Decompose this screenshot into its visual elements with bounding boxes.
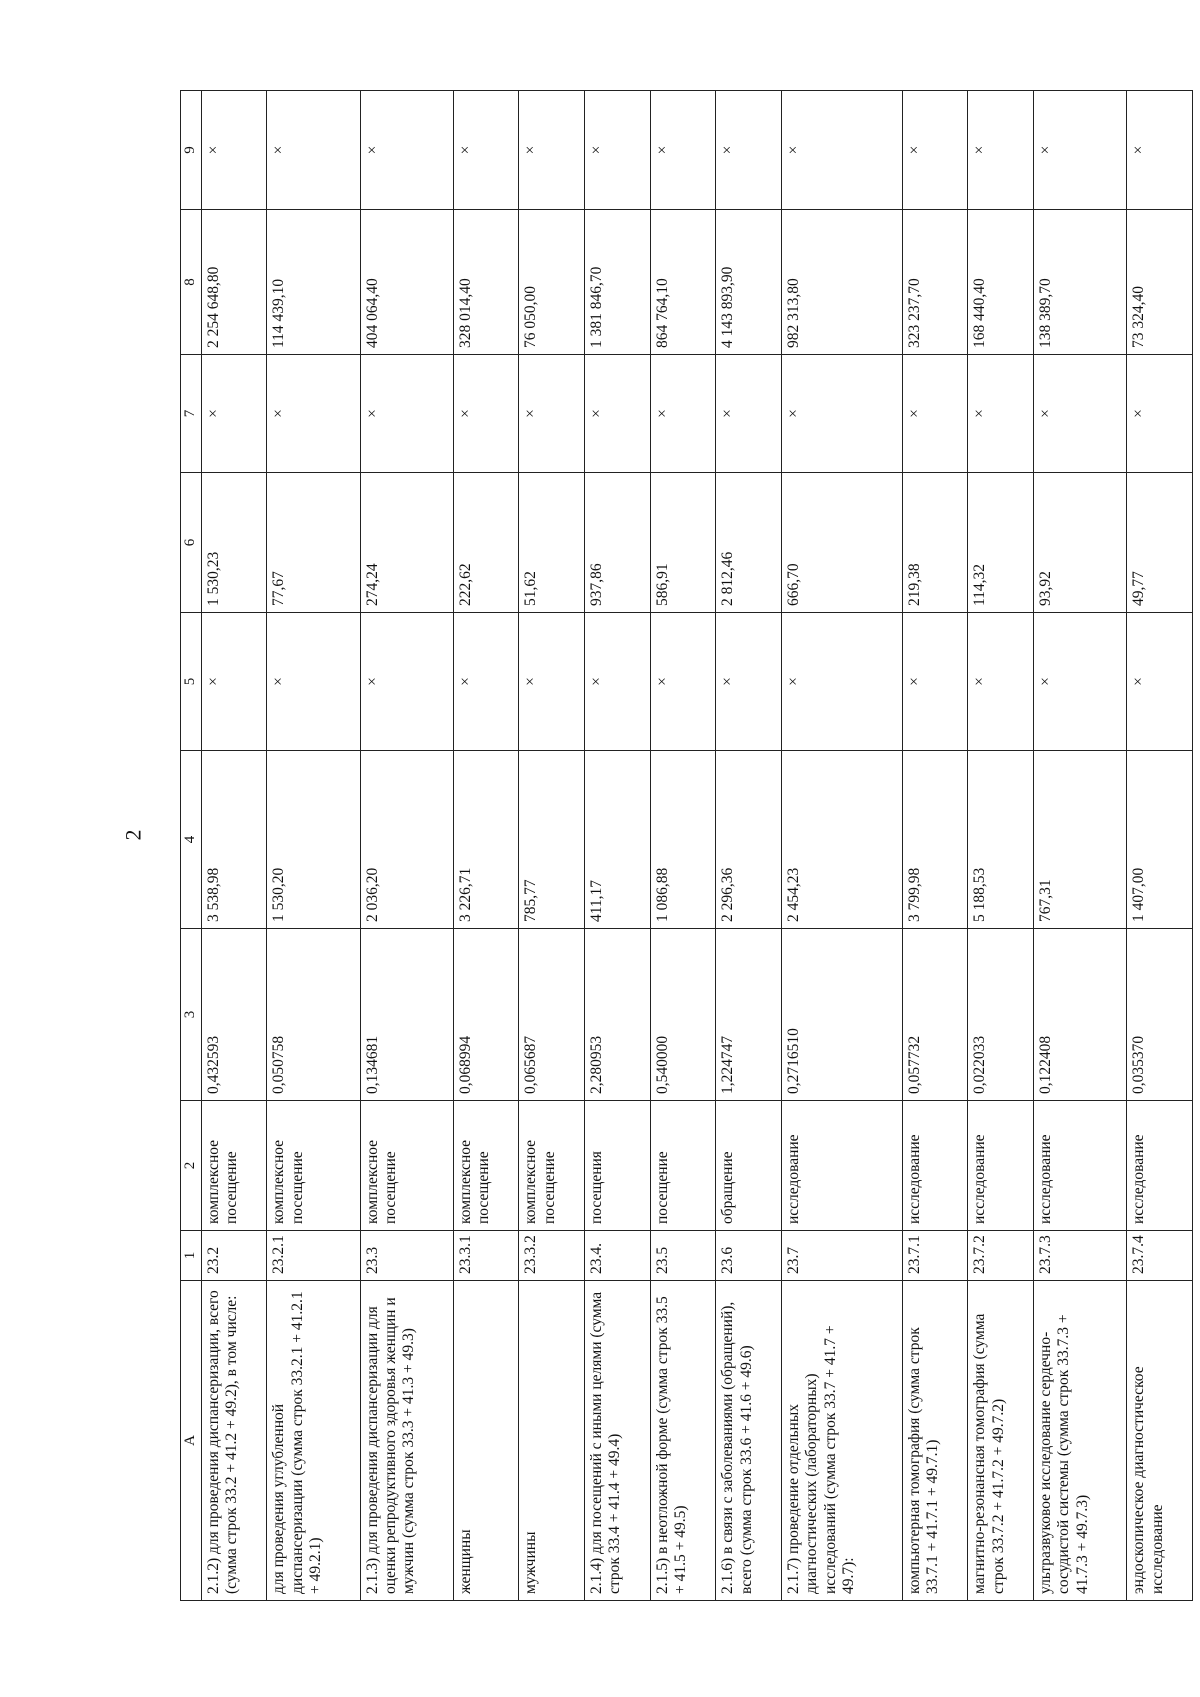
empty-mark-cell: × <box>585 613 651 751</box>
value-cell: 785,77 <box>519 751 585 929</box>
table-row <box>902 91 968 1601</box>
row-code-cell: 23.2 <box>201 1231 267 1281</box>
column-header: 6 <box>181 473 202 613</box>
rotated-table-container <box>180 91 1193 1601</box>
empty-mark-cell: × <box>782 613 903 751</box>
row-name-cell: 2.1.4) для посещений с иными целями (сумма строк 33.4 + 41.4 + 49.4) <box>585 1281 651 1601</box>
value-cell: 2 454,23 <box>782 751 903 929</box>
empty-mark-cell: × <box>585 355 651 473</box>
value-cell: 2 036,20 <box>360 751 453 929</box>
empty-mark-cell: × <box>360 355 453 473</box>
empty-mark-cell: × <box>267 355 360 473</box>
empty-mark-cell: × <box>650 613 716 751</box>
value-cell: 0,065687 <box>519 929 585 1101</box>
unit-cell: исследование <box>968 1101 1034 1231</box>
row-name-cell: женщины <box>453 1281 519 1601</box>
value-cell: 0,540000 <box>650 929 716 1101</box>
empty-mark-cell: × <box>360 91 453 210</box>
row-name-cell: ультразвуковое исследование сердечно-сосудистой системы (сумма строк 33.7.3 + 41.7.3 + 49.7.3) <box>1034 1281 1127 1601</box>
value-cell: 114,32 <box>968 473 1034 613</box>
empty-mark-cell: × <box>519 355 585 473</box>
value-cell: 0,068994 <box>453 929 519 1101</box>
empty-mark-cell: × <box>782 91 903 210</box>
empty-mark-cell: × <box>1034 91 1127 210</box>
row-name-cell: для проведения углубленной диспансеризации (сумма строк 33.2.1 + 41.2.1 + 49.2.1) <box>267 1281 360 1601</box>
empty-mark-cell: × <box>453 91 519 210</box>
value-cell: 0,035370 <box>1127 929 1193 1101</box>
value-cell: 0,2716510 <box>782 929 903 1101</box>
value-cell: 168 440,40 <box>968 210 1034 355</box>
row-name-cell: 2.1.6) в связи с заболеваниями (обращений), всего (сумма строк 33.6 + 41.6 + 49.6) <box>716 1281 782 1601</box>
unit-cell: исследование <box>782 1101 903 1231</box>
empty-mark-cell: × <box>650 91 716 210</box>
value-cell: 274,24 <box>360 473 453 613</box>
value-cell: 767,31 <box>1034 751 1127 929</box>
column-header: 4 <box>181 751 202 929</box>
value-cell: 1 530,20 <box>267 751 360 929</box>
value-cell: 49,77 <box>1127 473 1193 613</box>
table-row <box>519 91 585 1601</box>
empty-mark-cell: × <box>453 613 519 751</box>
row-code-cell: 23.3.1 <box>453 1231 519 1281</box>
column-header: 1 <box>181 1231 202 1281</box>
empty-mark-cell: × <box>902 355 968 473</box>
empty-mark-cell: × <box>716 91 782 210</box>
row-code-cell: 23.3 <box>360 1231 453 1281</box>
row-code-cell: 23.7.4 <box>1127 1231 1193 1281</box>
value-cell: 2 254 648,80 <box>201 210 267 355</box>
value-cell: 222,62 <box>453 473 519 613</box>
value-cell: 328 014,40 <box>453 210 519 355</box>
empty-mark-cell: × <box>968 91 1034 210</box>
unit-cell: исследование <box>902 1101 968 1231</box>
unit-cell: комплексное посещение <box>360 1101 453 1231</box>
value-cell: 1,224747 <box>716 929 782 1101</box>
table-row <box>453 91 519 1601</box>
empty-mark-cell: × <box>519 613 585 751</box>
value-cell: 51,62 <box>519 473 585 613</box>
value-cell: 2 296,36 <box>716 751 782 929</box>
value-cell: 2,280953 <box>585 929 651 1101</box>
value-cell: 411,17 <box>585 751 651 929</box>
row-code-cell: 23.3.2 <box>519 1231 585 1281</box>
value-cell: 76 050,00 <box>519 210 585 355</box>
empty-mark-cell: × <box>968 613 1034 751</box>
value-cell: 0,057732 <box>902 929 968 1101</box>
empty-mark-cell: × <box>968 355 1034 473</box>
value-cell: 404 064,40 <box>360 210 453 355</box>
value-cell: 2 812,46 <box>716 473 782 613</box>
empty-mark-cell: × <box>585 91 651 210</box>
value-cell: 77,67 <box>267 473 360 613</box>
table-row <box>968 91 1034 1601</box>
row-name-cell: мужчины <box>519 1281 585 1601</box>
empty-mark-cell: × <box>902 91 968 210</box>
table-row <box>650 91 716 1601</box>
row-name-cell: 2.1.2) для проведения диспансеризации, всего (сумма строк 33.2 + 41.2 + 49.2), в том числе: <box>201 1281 267 1601</box>
empty-mark-cell: × <box>267 91 360 210</box>
unit-cell: посещения <box>585 1101 651 1231</box>
header-row <box>181 91 202 1601</box>
empty-mark-cell: × <box>1034 613 1127 751</box>
row-code-cell: 23.4. <box>585 1231 651 1281</box>
value-cell: 982 313,80 <box>782 210 903 355</box>
value-cell: 586,91 <box>650 473 716 613</box>
value-cell: 0,122408 <box>1034 929 1127 1101</box>
table-header <box>181 91 202 1601</box>
table-row <box>716 91 782 1601</box>
table-row <box>1127 91 1193 1601</box>
value-cell: 937,86 <box>585 473 651 613</box>
empty-mark-cell: × <box>201 91 267 210</box>
row-code-cell: 23.7.3 <box>1034 1231 1127 1281</box>
empty-mark-cell: × <box>1127 355 1193 473</box>
table-row <box>1034 91 1127 1601</box>
value-cell: 3 226,71 <box>453 751 519 929</box>
row-code-cell: 23.6 <box>716 1231 782 1281</box>
value-cell: 0,134681 <box>360 929 453 1101</box>
value-cell: 3 799,98 <box>902 751 968 929</box>
row-code-cell: 23.5 <box>650 1231 716 1281</box>
value-cell: 0,022033 <box>968 929 1034 1101</box>
empty-mark-cell: × <box>201 355 267 473</box>
value-cell: 1 407,00 <box>1127 751 1193 929</box>
value-cell: 93,92 <box>1034 473 1127 613</box>
table-row <box>360 91 453 1601</box>
data-table <box>180 90 1193 1601</box>
column-header: 7 <box>181 355 202 473</box>
empty-mark-cell: × <box>519 91 585 210</box>
empty-mark-cell: × <box>1127 91 1193 210</box>
empty-mark-cell: × <box>201 613 267 751</box>
row-name-cell: 2.1.5) в неотложной форме (сумма строк 33.5 + 41.5 + 49.5) <box>650 1281 716 1601</box>
value-cell: 219,38 <box>902 473 968 613</box>
unit-cell: исследование <box>1127 1101 1193 1231</box>
table-row <box>267 91 360 1601</box>
table-row <box>585 91 651 1601</box>
value-cell: 323 237,70 <box>902 210 968 355</box>
value-cell: 3 538,98 <box>201 751 267 929</box>
column-header: 5 <box>181 613 202 751</box>
unit-cell: комплексное посещение <box>201 1101 267 1231</box>
empty-mark-cell: × <box>1127 613 1193 751</box>
value-cell: 5 188,53 <box>968 751 1034 929</box>
table-row <box>782 91 903 1601</box>
unit-cell: комплексное посещение <box>453 1101 519 1231</box>
value-cell: 666,70 <box>782 473 903 613</box>
page-number: 2 <box>120 829 146 841</box>
row-name-cell: 2.1.3) для проведения диспансеризации для оценки репродуктивного здоровья женщин и мужчин (сумма строк 33.3 + 41.3 + 49.3) <box>360 1281 453 1601</box>
row-name-cell: компьютерная томография (сумма строк 33.7.1 + 41.7.1 + 49.7.1) <box>902 1281 968 1601</box>
column-header: 9 <box>181 91 202 210</box>
empty-mark-cell: × <box>1034 355 1127 473</box>
empty-mark-cell: × <box>902 613 968 751</box>
unit-cell: комплексное посещение <box>519 1101 585 1231</box>
empty-mark-cell: × <box>267 613 360 751</box>
row-name-cell: эндоскопическое диагностическое исследование <box>1127 1281 1193 1601</box>
value-cell: 0,050758 <box>267 929 360 1101</box>
value-cell: 138 389,70 <box>1034 210 1127 355</box>
empty-mark-cell: × <box>716 613 782 751</box>
value-cell: 0,432593 <box>201 929 267 1101</box>
row-code-cell: 23.2.1 <box>267 1231 360 1281</box>
value-cell: 4 143 893,90 <box>716 210 782 355</box>
table-body <box>201 91 1192 1601</box>
column-header: А <box>181 1281 202 1601</box>
row-code-cell: 23.7.1 <box>902 1231 968 1281</box>
unit-cell: посещение <box>650 1101 716 1231</box>
row-name-cell: магнитно-резонансная томография (сумма строк 33.7.2 + 41.7.2 + 49.7.2) <box>968 1281 1034 1601</box>
value-cell: 114 439,10 <box>267 210 360 355</box>
empty-mark-cell: × <box>650 355 716 473</box>
value-cell: 1 086,88 <box>650 751 716 929</box>
row-code-cell: 23.7 <box>782 1231 903 1281</box>
value-cell: 1 381 846,70 <box>585 210 651 355</box>
empty-mark-cell: × <box>360 613 453 751</box>
column-header: 8 <box>181 210 202 355</box>
table-row <box>201 91 267 1601</box>
empty-mark-cell: × <box>453 355 519 473</box>
value-cell: 73 324,40 <box>1127 210 1193 355</box>
column-header: 3 <box>181 929 202 1101</box>
value-cell: 1 530,23 <box>201 473 267 613</box>
row-name-cell: 2.1.7) проведение отдельных диагностических (лабораторных) исследований (сумма строк 33.7 + 41.7 + 49.7): <box>782 1281 903 1601</box>
value-cell: 864 764,10 <box>650 210 716 355</box>
unit-cell: обращение <box>716 1101 782 1231</box>
empty-mark-cell: × <box>716 355 782 473</box>
column-header: 2 <box>181 1101 202 1231</box>
unit-cell: исследование <box>1034 1101 1127 1231</box>
unit-cell: комплексное посещение <box>267 1101 360 1231</box>
empty-mark-cell: × <box>782 355 903 473</box>
row-code-cell: 23.7.2 <box>968 1231 1034 1281</box>
